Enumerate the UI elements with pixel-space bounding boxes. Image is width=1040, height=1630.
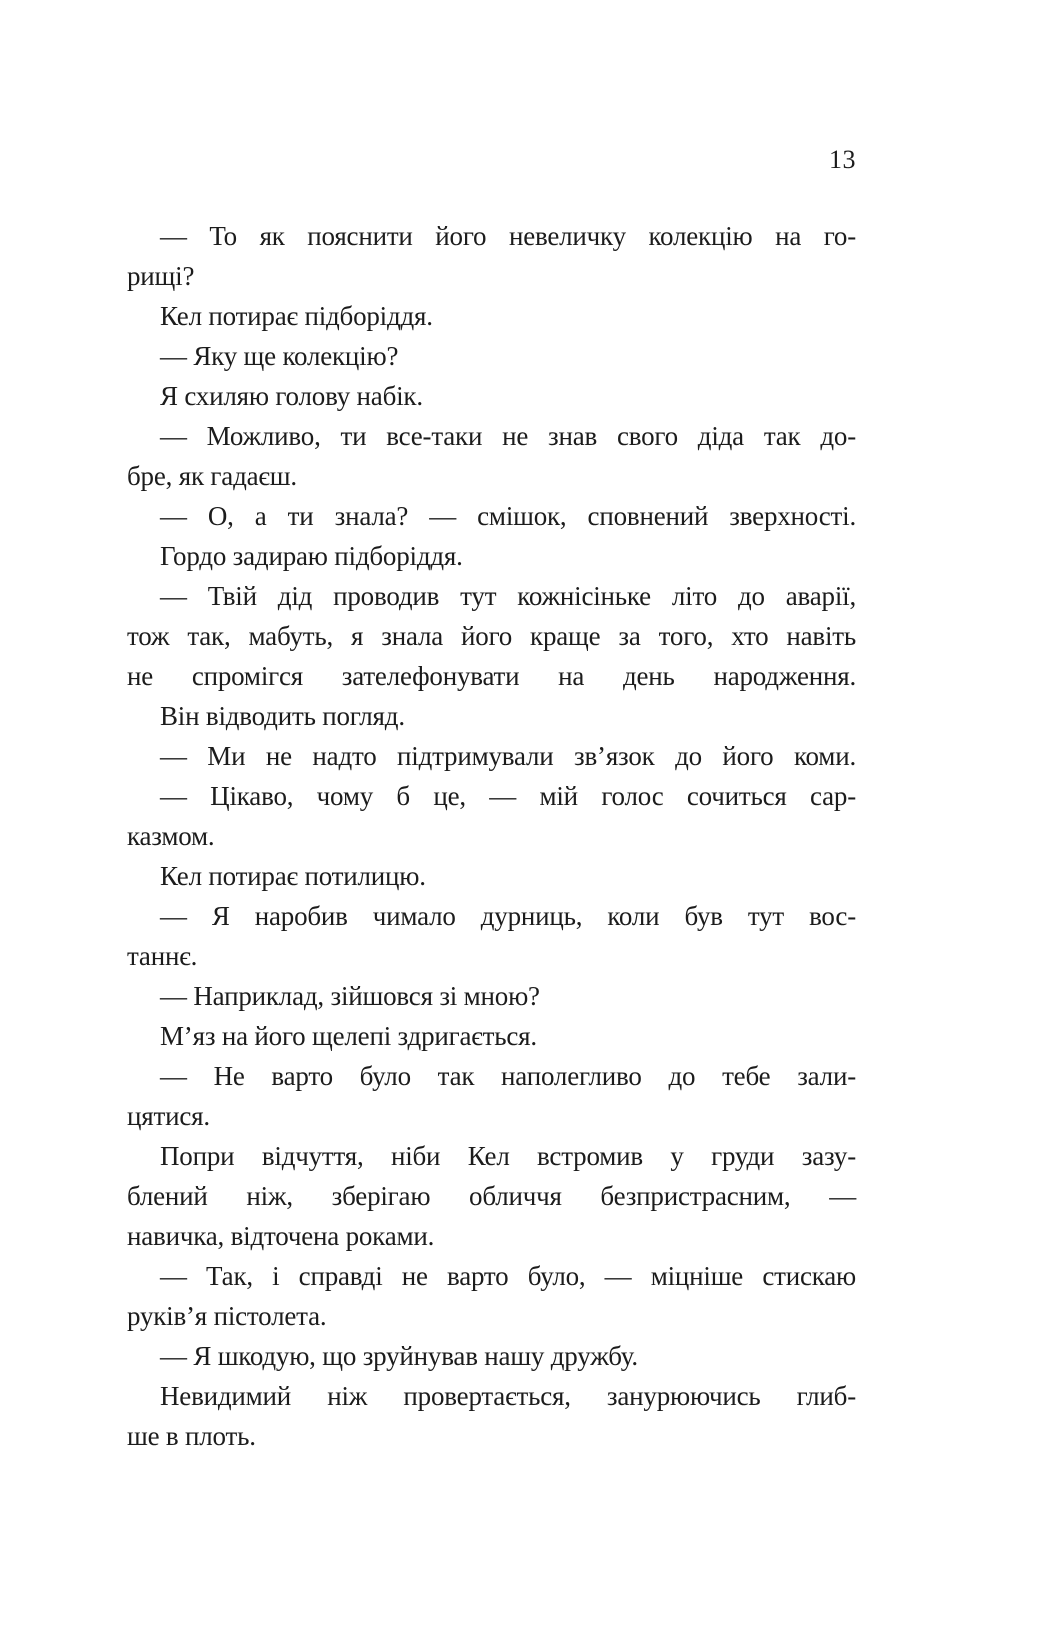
text-line: рищі? xyxy=(127,261,195,291)
text-line: — Яку ще колекцію? xyxy=(160,341,399,371)
text-line: — Я шкодую, що зруйнував нашу дружбу. xyxy=(160,1341,638,1371)
paragraph xyxy=(127,776,856,856)
text-line: таннє. xyxy=(127,941,198,971)
text-line: ше в плоть. xyxy=(127,1421,256,1451)
paragraph xyxy=(127,216,856,296)
text-line: Невидимий ніж провертається, занурюючись глиб- xyxy=(160,1381,856,1411)
paragraph xyxy=(127,1056,856,1136)
paragraph xyxy=(127,296,856,336)
text-line: руків’я пістолета. xyxy=(127,1301,327,1331)
text-line: — Ми не надто підтримували зв’язок до його коми. xyxy=(160,741,856,771)
paragraph xyxy=(127,416,856,496)
text-line: Я схиляю голову набік. xyxy=(160,381,423,411)
text-line: Кел потирає підборіддя. xyxy=(160,301,433,331)
text-line: казмом. xyxy=(127,821,215,851)
text-block xyxy=(127,216,856,1456)
text-line: — О, а ти знала? — смішок, сповнений зверхності. xyxy=(160,501,856,531)
text-line: Він відводить погляд. xyxy=(160,701,405,731)
paragraph xyxy=(127,1136,856,1256)
paragraph xyxy=(127,896,856,976)
paragraph xyxy=(127,1256,856,1336)
text-line: Кел потирає потилицю. xyxy=(160,861,426,891)
text-line: — Не варто було так наполегливо до тебе зали- xyxy=(160,1061,856,1091)
text-line: — Твій дід проводив тут кожнісіньке літо до аварії, xyxy=(160,581,856,611)
text-line: — Можливо, ти все-таки не знав свого діда так до- xyxy=(160,421,856,451)
paragraph xyxy=(127,696,856,736)
text-line: — Цікаво, чому б це, — мій голос сочиться сар- xyxy=(160,781,856,811)
paragraph xyxy=(127,336,856,376)
text-line: бре, як гадаєш. xyxy=(127,461,297,491)
text-line: М’яз на його щелепі здригається. xyxy=(160,1021,537,1051)
text-line: тож так, мабуть, я знала його краще за того, хто навіть xyxy=(127,621,856,651)
paragraph xyxy=(127,576,856,696)
text-line: — Я наробив чимало дурниць, коли був тут вос- xyxy=(160,901,856,931)
page-number: 13 xyxy=(829,145,856,174)
paragraph xyxy=(127,736,856,776)
text-line: Попри відчуття, ніби Кел встромив у груди зазу- xyxy=(160,1141,856,1171)
text-line: — То як пояснити його невеличку колекцію на го- xyxy=(160,221,856,251)
paragraph xyxy=(127,1376,856,1456)
text-line: Гордо задираю підборіддя. xyxy=(160,541,463,571)
paragraph xyxy=(127,1016,856,1056)
paragraph xyxy=(127,376,856,416)
text-line: блений ніж, зберігаю обличчя безпристрасним, — xyxy=(127,1181,856,1211)
text-line: — Так, і справді не варто було, — міцніше стискаю xyxy=(160,1261,856,1291)
text-line: навичка, відточена роками. xyxy=(127,1221,435,1251)
paragraph xyxy=(127,856,856,896)
paragraph xyxy=(127,1336,856,1376)
text-line: — Наприклад, зійшовся зі мною? xyxy=(160,981,540,1011)
paragraph xyxy=(127,976,856,1016)
paragraph xyxy=(127,536,856,576)
paragraph xyxy=(127,496,856,536)
text-line: не спромігся зателефонувати на день народження. xyxy=(127,661,856,691)
text-line: цятися. xyxy=(127,1101,210,1131)
